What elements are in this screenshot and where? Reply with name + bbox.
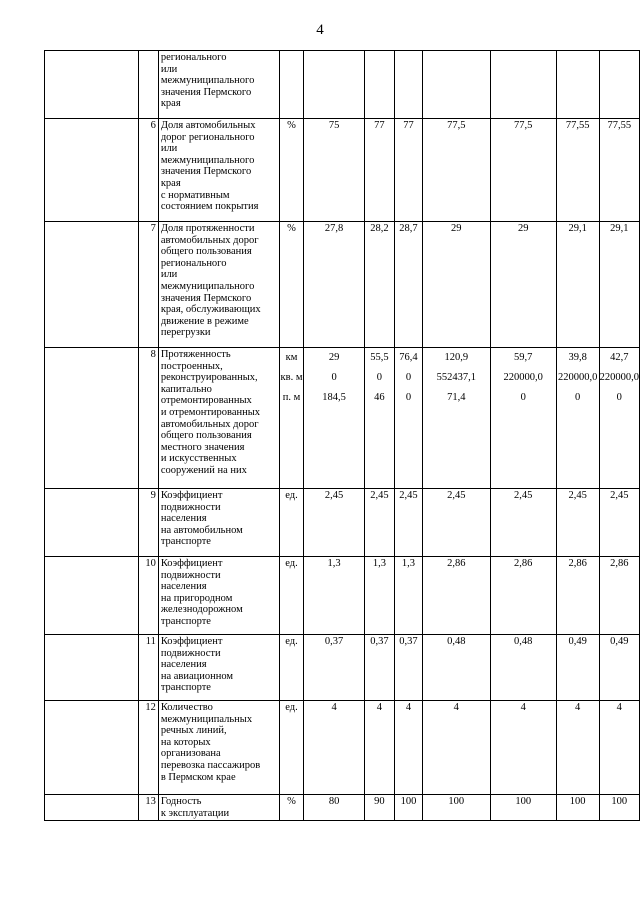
value-text: 2,86 xyxy=(514,558,533,569)
value-cell xyxy=(304,222,364,348)
unit-cell xyxy=(279,635,304,701)
value-text: 75 xyxy=(328,120,340,131)
row-number xyxy=(139,51,159,119)
value-text: 46 xyxy=(374,392,385,403)
value-cell xyxy=(364,348,394,489)
value-text: 0 xyxy=(331,372,337,383)
value-cell xyxy=(556,348,599,489)
unit-label: кв. м xyxy=(280,372,303,383)
value-cell xyxy=(364,489,394,557)
blank-cell xyxy=(45,489,139,557)
value-cell xyxy=(556,635,599,701)
value-text: 77 xyxy=(403,120,414,131)
blank-cell xyxy=(45,701,139,795)
value-text: 1,3 xyxy=(327,558,341,569)
value-text: 2,86 xyxy=(568,558,587,569)
value-text: 2,86 xyxy=(610,558,629,569)
value-text: 2,45 xyxy=(568,490,587,501)
value-cell xyxy=(304,635,364,701)
value-text: 0 xyxy=(405,372,412,383)
indicator-name-line: подвижности xyxy=(160,647,221,659)
value-text: 4 xyxy=(376,702,383,713)
indicators-table xyxy=(44,50,640,821)
unit-cell xyxy=(279,489,304,557)
table-row xyxy=(45,489,640,557)
value-text: 77,55 xyxy=(607,120,632,131)
value-cell xyxy=(395,222,423,348)
indicator-name-line: регионального xyxy=(160,257,227,269)
value-text: 4 xyxy=(616,702,622,713)
value-cell xyxy=(395,635,423,701)
indicator-name xyxy=(158,701,279,795)
unit-cell xyxy=(279,119,304,222)
indicator-name-line: населения xyxy=(160,659,207,671)
unit-label: км xyxy=(285,352,298,363)
indicator-name-line: и искусственных xyxy=(160,453,237,465)
value-cell xyxy=(395,795,423,821)
indicator-name-line: транспорте xyxy=(160,682,211,694)
value-text: 55,5 xyxy=(370,352,389,363)
row-number: 6 xyxy=(139,119,159,222)
indicator-name-line: автомобильных дорог xyxy=(160,418,259,430)
value-text: 220000,0 xyxy=(557,372,598,383)
table-row xyxy=(45,348,640,489)
value-cell xyxy=(364,635,394,701)
value-cell xyxy=(364,701,394,795)
indicator-name-line: края xyxy=(160,98,181,110)
value-text: 90 xyxy=(374,796,385,807)
indicator-name-line: края, обслуживающих xyxy=(160,304,261,316)
value-text: 100 xyxy=(448,796,465,807)
value-cell xyxy=(422,222,490,348)
value-text: 100 xyxy=(400,796,417,807)
value-text: 0 xyxy=(376,372,383,383)
value-text: 220000,0 xyxy=(599,372,639,383)
unit-label: ед. xyxy=(285,702,298,713)
value-cell xyxy=(364,51,394,119)
value-cell xyxy=(599,489,639,557)
value-text: 28,2 xyxy=(370,223,389,234)
value-text: 4 xyxy=(520,702,526,713)
value-text: 29,1 xyxy=(568,223,587,234)
value-text: 184,5 xyxy=(322,392,346,403)
value-cell xyxy=(364,795,394,821)
indicator-name xyxy=(158,557,279,635)
indicator-name-line: Коэффициент xyxy=(160,558,223,569)
unit-label: % xyxy=(287,796,296,807)
value-text: 76,4 xyxy=(399,352,418,363)
value-cell xyxy=(599,795,639,821)
value-text: 77,55 xyxy=(565,120,590,131)
value-text: 100 xyxy=(611,796,628,807)
value-text: 29 xyxy=(328,352,340,363)
unit-cell xyxy=(279,348,304,489)
value-cell xyxy=(490,489,556,557)
row-number: 8 xyxy=(139,348,159,489)
indicator-name-line: или xyxy=(160,269,178,281)
value-text: 2,45 xyxy=(514,490,533,501)
value-text: 1,3 xyxy=(401,558,416,569)
value-cell xyxy=(422,348,490,489)
value-cell xyxy=(422,489,490,557)
value-cell xyxy=(304,701,364,795)
indicator-name-line: организована xyxy=(160,748,221,760)
indicator-name-line: отремонтированных xyxy=(160,395,252,407)
value-text: 120,9 xyxy=(444,352,469,363)
value-text: 220000,0 xyxy=(503,372,543,383)
indicator-name-line: или xyxy=(160,143,178,155)
indicator-name-line: Доля протяженности xyxy=(160,223,255,234)
indicator-name-line: Коэффициент xyxy=(160,636,223,647)
page-number: 4 xyxy=(316,22,324,38)
value-text: 28,7 xyxy=(399,223,418,234)
value-cell xyxy=(490,119,556,222)
unit-label: ед. xyxy=(285,636,298,647)
blank-cell xyxy=(45,557,139,635)
value-cell xyxy=(395,557,423,635)
indicator-name-line: реконструированных, xyxy=(160,372,258,384)
value-cell xyxy=(304,489,364,557)
value-cell xyxy=(304,51,364,119)
table-row xyxy=(45,635,640,701)
value-cell xyxy=(556,701,599,795)
value-text: 0 xyxy=(616,392,622,403)
value-text: 39,8 xyxy=(568,352,587,363)
value-text: 100 xyxy=(515,796,532,807)
value-cell xyxy=(422,701,490,795)
value-text: 4 xyxy=(453,702,459,713)
unit-cell xyxy=(279,51,304,119)
unit-label: % xyxy=(287,223,296,234)
indicator-name-line: общего пользования xyxy=(160,430,252,442)
value-cell xyxy=(490,795,556,821)
blank-cell xyxy=(45,222,139,348)
indicator-name-line: значения Пермского xyxy=(160,86,252,98)
indicator-name-line: на автомобильном xyxy=(160,524,243,536)
value-cell xyxy=(395,348,423,489)
indicator-name-line: значения Пермского xyxy=(160,292,252,304)
value-text: 1,3 xyxy=(372,558,386,569)
value-text: 77,5 xyxy=(447,120,466,131)
indicator-name-line: подвижности xyxy=(160,569,221,581)
indicator-name-line: Доля автомобильных xyxy=(160,120,256,131)
value-text: 552437,1 xyxy=(436,372,476,383)
value-cell xyxy=(364,557,394,635)
value-cell xyxy=(599,635,639,701)
table-row xyxy=(45,795,640,821)
indicator-name-line: движение в режиме xyxy=(160,315,249,327)
indicator-name xyxy=(158,51,279,119)
indicator-name-line: края xyxy=(160,177,181,189)
blank-cell xyxy=(45,635,139,701)
unit-cell xyxy=(279,701,304,795)
blank-cell xyxy=(45,348,139,489)
blank-cell xyxy=(45,51,139,119)
value-text: 2,45 xyxy=(324,490,344,501)
indicator-name-line: железнодорожном xyxy=(160,604,243,616)
indicator-name xyxy=(158,635,279,701)
value-cell xyxy=(364,222,394,348)
value-cell xyxy=(304,795,364,821)
value-text: 4 xyxy=(575,702,581,713)
table-row xyxy=(45,222,640,348)
value-text: 0 xyxy=(575,392,581,403)
indicator-name-line: подвижности xyxy=(160,501,221,513)
value-cell xyxy=(490,635,556,701)
indicator-name xyxy=(158,795,279,821)
value-cell xyxy=(395,701,423,795)
value-cell xyxy=(599,348,639,489)
indicator-name-line: межмуниципальных xyxy=(160,713,253,725)
value-cell xyxy=(599,557,639,635)
value-text: 4 xyxy=(405,702,412,713)
value-text: 42,7 xyxy=(610,352,629,363)
indicator-name-line: перевозка пассажиров xyxy=(160,759,261,771)
indicator-name-line: Протяженность xyxy=(160,349,231,360)
value-cell xyxy=(395,489,423,557)
value-cell xyxy=(599,222,639,348)
value-text: 2,86 xyxy=(447,558,466,569)
value-cell xyxy=(364,119,394,222)
value-cell xyxy=(422,795,490,821)
unit-label: % xyxy=(287,120,296,131)
indicator-name-line: значения Пермского xyxy=(160,166,252,178)
indicator-name-line: дорог регионального xyxy=(160,131,255,143)
value-cell xyxy=(395,119,423,222)
value-cell xyxy=(422,51,490,119)
value-text: 71,4 xyxy=(447,392,466,403)
row-number: 9 xyxy=(139,489,159,557)
value-text: 77,5 xyxy=(514,120,533,131)
row-number: 11 xyxy=(139,635,159,701)
value-text: 29,1 xyxy=(610,223,629,234)
value-text: 0,48 xyxy=(447,636,466,647)
indicator-name-line: к эксплуатации xyxy=(160,807,230,819)
value-text: 0,37 xyxy=(324,636,344,647)
value-text: 2,45 xyxy=(370,490,389,501)
indicator-name-line: общего пользования xyxy=(160,246,252,258)
unit-label: ед. xyxy=(285,490,298,501)
value-cell xyxy=(422,119,490,222)
indicator-name-line: Коэффициент xyxy=(160,490,223,501)
row-number: 7 xyxy=(139,222,159,348)
value-text: 0 xyxy=(520,392,526,403)
indicator-name-line: межмуниципального xyxy=(160,154,255,166)
indicator-name-line: межмуниципального xyxy=(160,280,255,292)
indicator-name-line: Годность xyxy=(160,796,202,807)
value-cell xyxy=(490,701,556,795)
unit-cell xyxy=(279,795,304,821)
indicator-name-line: или xyxy=(160,63,178,75)
row-number: 12 xyxy=(139,701,159,795)
table-row xyxy=(45,701,640,795)
indicator-name-line: перегрузки xyxy=(160,327,211,339)
indicator-name-line: населения xyxy=(160,581,207,593)
value-cell xyxy=(395,51,423,119)
value-cell xyxy=(556,795,599,821)
value-text: 80 xyxy=(328,796,340,807)
unit-cell xyxy=(279,557,304,635)
value-text: 0,48 xyxy=(514,636,533,647)
value-cell xyxy=(422,557,490,635)
unit-cell xyxy=(279,222,304,348)
value-cell xyxy=(599,51,639,119)
blank-cell xyxy=(45,119,139,222)
value-cell xyxy=(556,222,599,348)
value-text: 2,45 xyxy=(399,490,418,501)
indicator-name-line: автомобильных дорог xyxy=(160,234,259,246)
value-text: 4 xyxy=(331,702,337,713)
table-row xyxy=(45,51,640,119)
value-text: 77 xyxy=(374,120,385,131)
value-text: 0,49 xyxy=(610,636,629,647)
value-text: 2,45 xyxy=(610,490,629,501)
value-text: 0,49 xyxy=(568,636,587,647)
value-cell xyxy=(304,348,364,489)
table-row xyxy=(45,119,640,222)
value-cell xyxy=(304,119,364,222)
unit-label: ед. xyxy=(285,558,298,569)
indicator-name-line: на которых xyxy=(160,736,211,748)
value-cell xyxy=(490,51,556,119)
value-cell xyxy=(556,557,599,635)
row-number: 10 xyxy=(139,557,159,635)
value-cell xyxy=(599,119,639,222)
indicator-name-line: на авиационном xyxy=(160,670,234,682)
indicator-name-line: построенных, xyxy=(160,360,223,372)
value-cell xyxy=(490,222,556,348)
value-cell xyxy=(490,557,556,635)
value-cell xyxy=(599,701,639,795)
value-text: 0,37 xyxy=(399,636,418,647)
value-cell xyxy=(304,557,364,635)
indicator-name-line: состоянием покрытия xyxy=(160,201,259,213)
row-number: 13 xyxy=(139,795,159,821)
indicator-name-line: и отремонтированных xyxy=(160,406,261,418)
value-cell xyxy=(490,348,556,489)
table-row xyxy=(45,557,640,635)
indicator-name xyxy=(158,489,279,557)
value-cell xyxy=(556,119,599,222)
value-cell xyxy=(422,635,490,701)
indicator-name-line: местного значения xyxy=(160,441,245,453)
indicator-name-line: речных линий, xyxy=(160,725,227,737)
indicator-name-line: Количество xyxy=(160,702,213,713)
value-text: 0,37 xyxy=(370,636,389,647)
indicator-name xyxy=(158,119,279,222)
indicator-name-line: на пригородном xyxy=(160,592,233,604)
indicator-name-line: населения xyxy=(160,513,207,525)
value-cell xyxy=(556,489,599,557)
value-text: 59,7 xyxy=(514,352,533,363)
value-text: 29 xyxy=(517,223,529,234)
value-text: 29 xyxy=(451,223,462,234)
indicator-name-line: межмуниципального xyxy=(160,75,255,87)
value-text: 100 xyxy=(569,796,586,807)
indicator-name xyxy=(158,348,279,489)
value-text: 2,45 xyxy=(447,490,466,501)
indicator-name-line: в Пермском крае xyxy=(160,771,236,783)
indicator-name-line: капитально xyxy=(160,383,212,395)
indicator-name-line: с нормативным xyxy=(160,189,230,201)
indicator-name-line: транспорте xyxy=(160,615,211,627)
unit-label: п. м xyxy=(282,392,301,403)
value-cell xyxy=(556,51,599,119)
value-text: 27,8 xyxy=(324,223,344,234)
indicator-name-line: сооружений на них xyxy=(160,464,247,476)
blank-cell xyxy=(45,795,139,821)
indicator-name-line: регионального xyxy=(160,52,227,63)
value-text: 0 xyxy=(405,392,412,403)
indicator-name-line: транспорте xyxy=(160,536,211,548)
indicator-name xyxy=(158,222,279,348)
